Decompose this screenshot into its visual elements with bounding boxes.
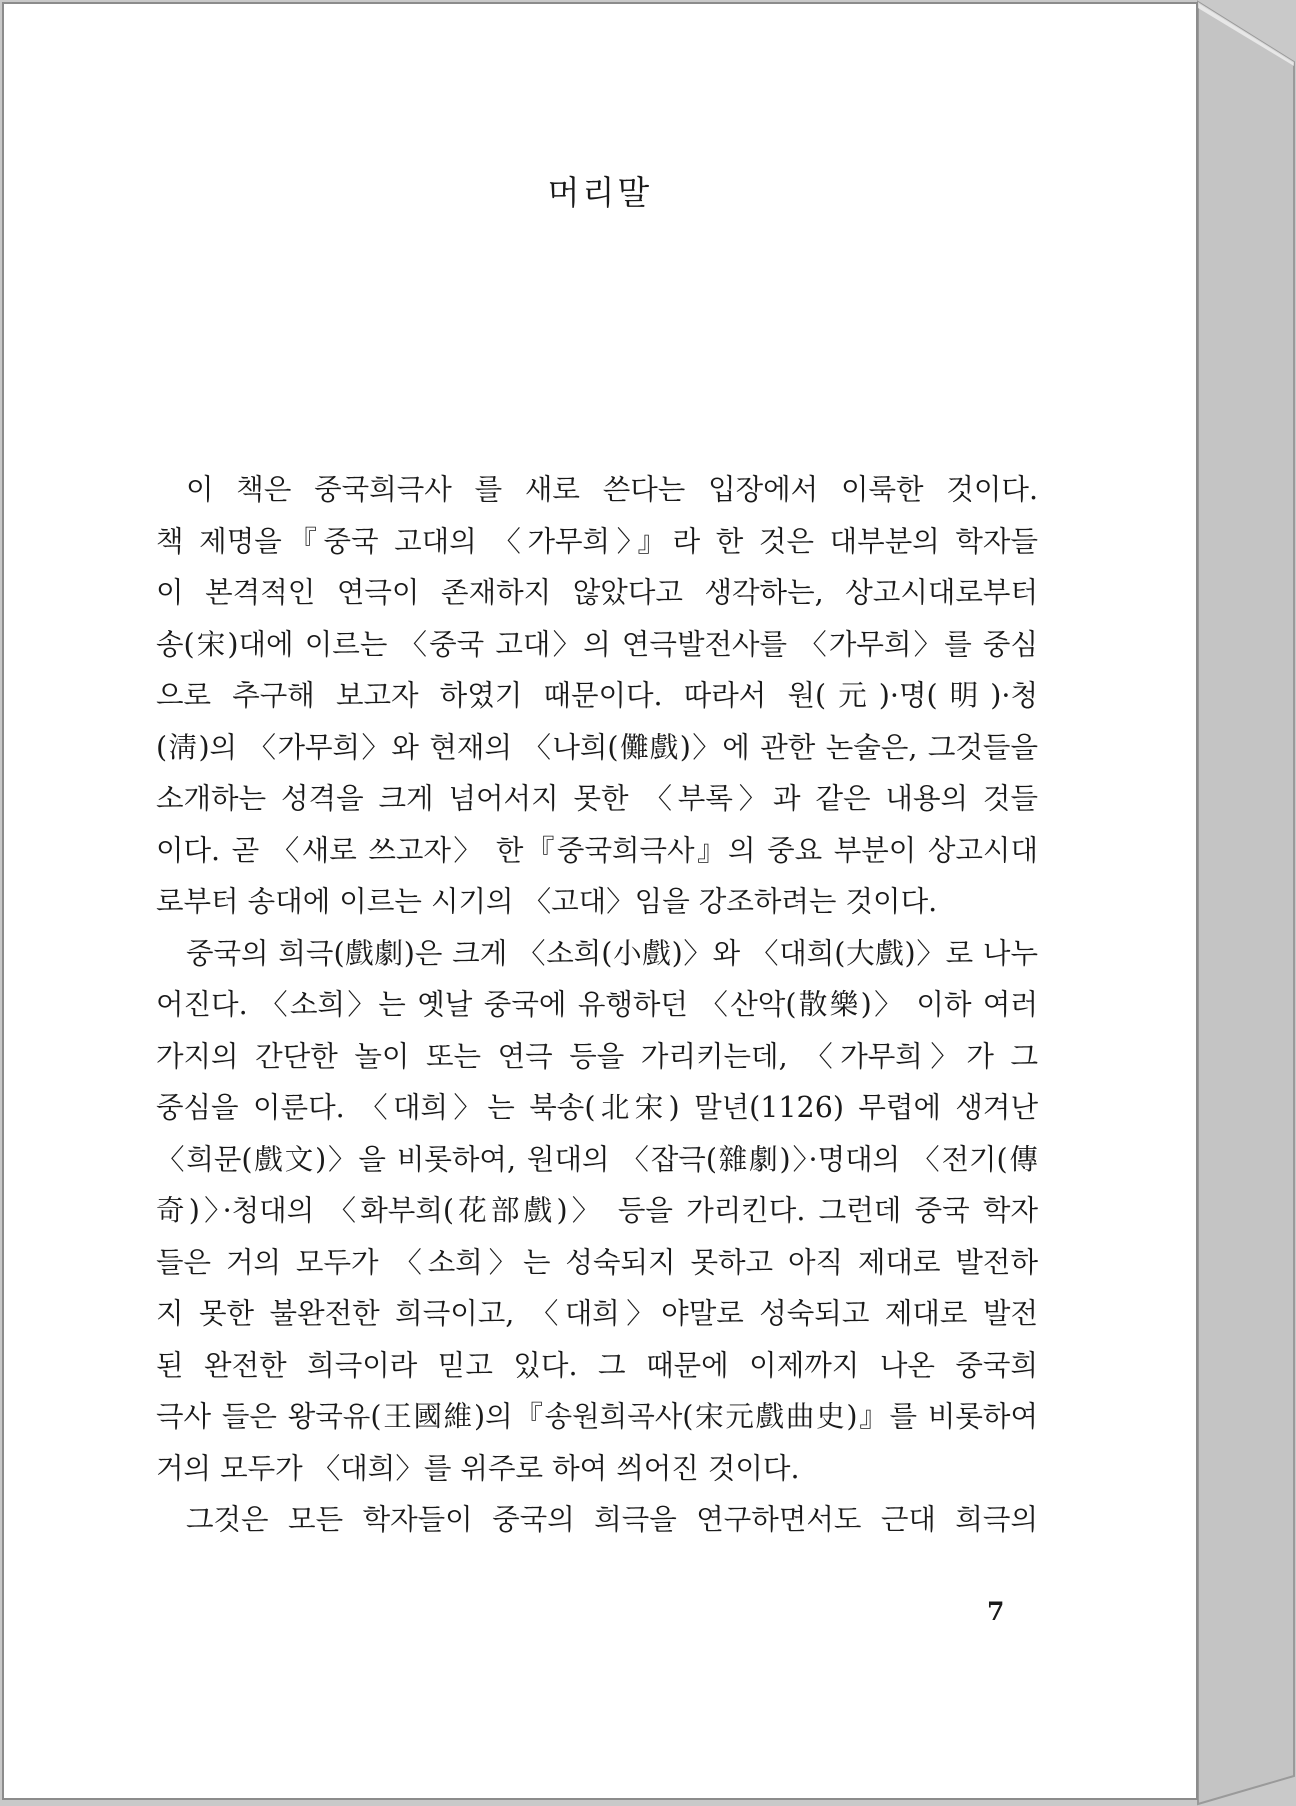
page-title: 머리말 bbox=[547, 173, 653, 212]
text-line: 으로 추구해 보고자 하였기 때문이다. 따라서 원(元)·명(明)·청 bbox=[156, 679, 1038, 712]
text-line: 된 완전한 희극이라 믿고 있다. 그 때문에 이제까지 나온 중국희 bbox=[156, 1348, 1038, 1382]
text-line: 중심을 이룬다. 〈대희〉는 북송(北宋) 말년(1126) 무렵에 생겨난 bbox=[156, 1091, 1038, 1124]
text-line: 로부터 송대에 이르는 시기의 〈고대〉임을 강조하려는 것이다. bbox=[156, 885, 938, 918]
text-line: 거의 모두가 〈대희〉를 위주로 하여 씌어진 것이다. bbox=[156, 1451, 800, 1485]
text-line: 이 책은 중국희극사 를 새로 쓴다는 입장에서 이룩한 것이다. bbox=[186, 473, 1038, 506]
text-line: 〈희문(戲文)〉을 비롯하여, 원대의 〈잡극(雜劇)〉·명대의 〈전기(傳 bbox=[156, 1142, 1038, 1176]
text-line: 이다. 곧 〈새로 쓰고자〉 한『중국희극사』의 중요 부분이 상고시대 bbox=[156, 833, 1038, 867]
text-line: 지 못한 불완전한 희극이고, 〈대희〉야말로 성숙되고 제대로 발전 bbox=[156, 1297, 1038, 1330]
text-line: 奇)〉·청대의 〈화부희(花部戲)〉 등을 가리킨다. 그런데 중국 학자 bbox=[156, 1194, 1038, 1227]
text-line: 중국의 희극(戲劇)은 크게 〈소희(小戲)〉와 〈대희(大戲)〉로 나누 bbox=[186, 936, 1038, 970]
text-line: 이 본격적인 연극이 존재하지 않았다고 생각하는, 상고시대로부터 bbox=[156, 576, 1038, 609]
text-line: 극사 들은 왕국유(王國維)의『송원희곡사(宋元戲曲史)』를 비롯하여 bbox=[156, 1400, 1038, 1433]
body-text bbox=[156, 464, 1038, 1546]
text-line: 책 제명을『중국 고대의 〈가무희〉』라 한 것은 대부분의 학자들 bbox=[156, 524, 1038, 558]
text-line: 어진다. 〈소희〉는 옛날 중국에 유행하던 〈산악(散樂)〉 이하 여러 bbox=[156, 988, 1038, 1021]
text-line: 그것은 모든 학자들이 중국의 희극을 연구하면서도 근대 희극의 bbox=[186, 1503, 1038, 1536]
document-page bbox=[2, 2, 1198, 1800]
text-line: 송(宋)대에 이르는 〈중국 고대〉의 연극발전사를 〈가무희〉를 중심 bbox=[156, 627, 1038, 661]
text-line: 들은 거의 모두가 〈소희〉는 성숙되지 못하고 아직 제대로 발전하 bbox=[156, 1245, 1038, 1279]
text-line: 소개하는 성격을 크게 넘어서지 못한 〈부록〉과 같은 내용의 것들 bbox=[156, 782, 1038, 815]
text-line: (淸)의 〈가무희〉와 현재의 〈나희(儺戲)〉에 관한 논술은, 그것들을 bbox=[156, 730, 1038, 764]
text-line: 가지의 간단한 놀이 또는 연극 등을 가리키는데, 〈가무희〉가 그 bbox=[156, 1039, 1038, 1073]
page-number: 7 bbox=[987, 1597, 1005, 1626]
